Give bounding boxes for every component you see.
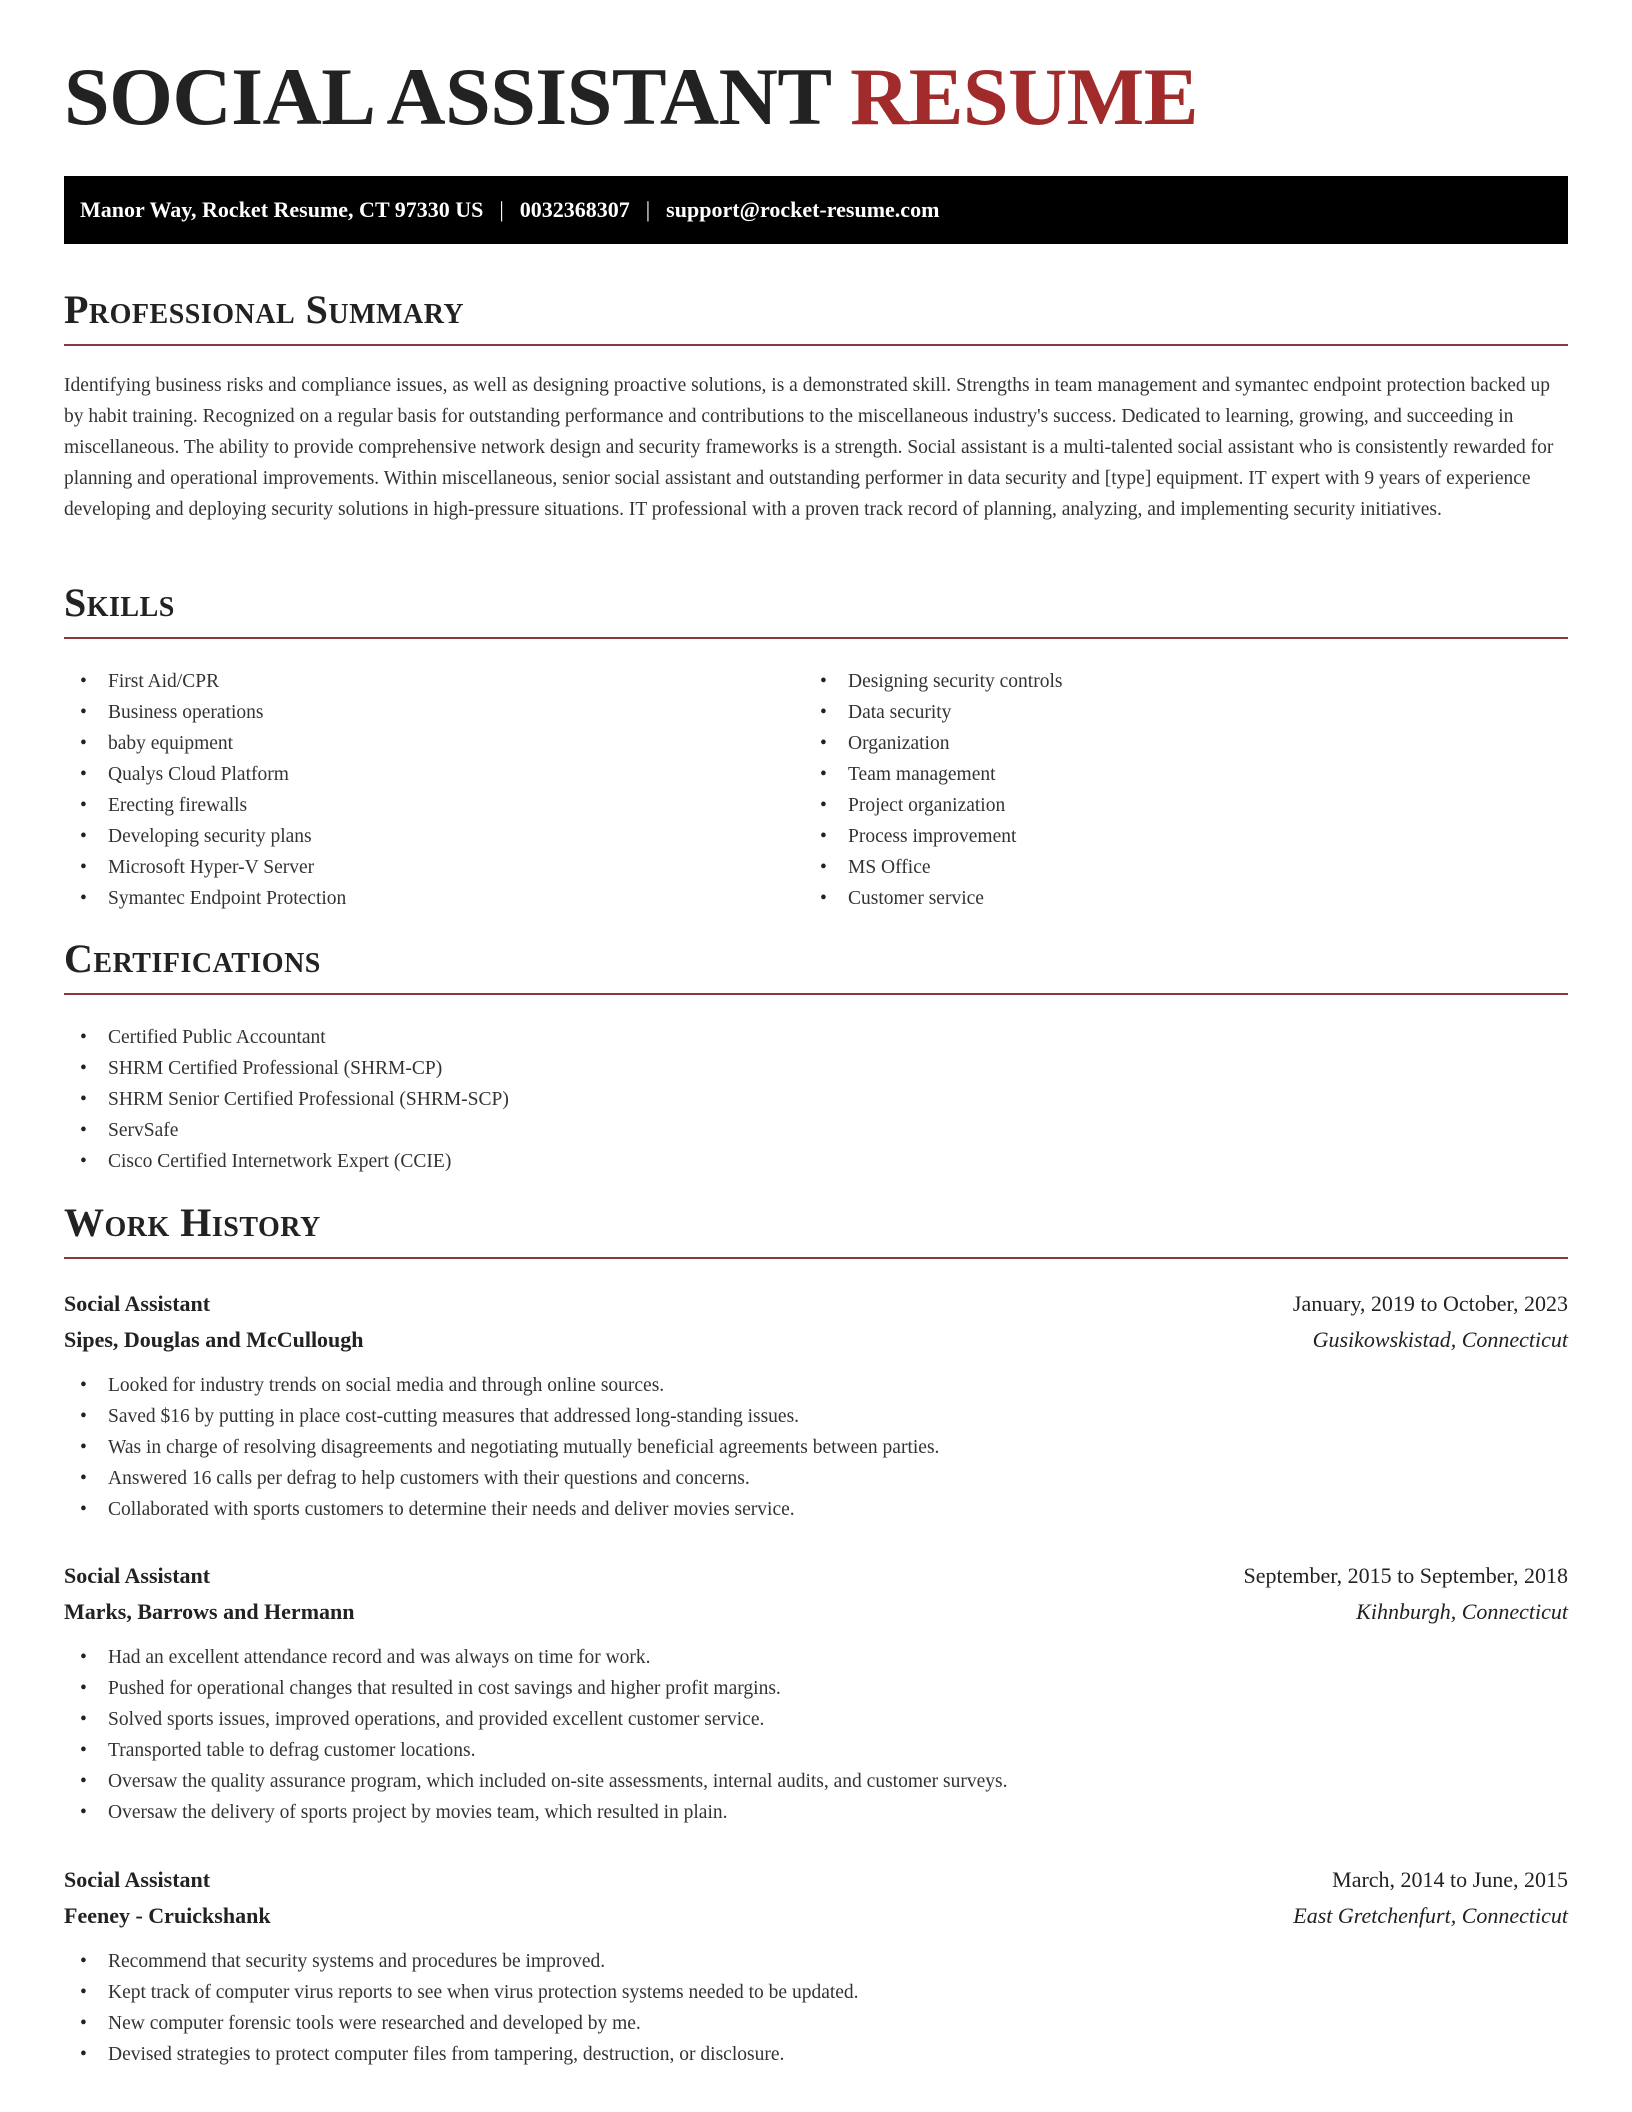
summary-heading [64,287,1568,346]
contact-phone: 0032368307 [519,197,630,222]
skill-item: • Erecting firewalls [64,790,346,821]
skill-item: • baby equipment [64,728,346,759]
job-bullet: • New computer forensic tools were researched and developed by me. [64,2008,1568,2039]
job-bullet: • Kept track of computer virus reports to see when virus protection systems needed to be updated. [64,1977,1568,2008]
job-header-row [64,1862,1568,1898]
job-bullet: • Solved sports issues, improved operations, and provided excellent customer service. [64,1704,1568,1735]
skills-list-left [64,666,346,914]
summary-text: Identifying business risks and compliance issues, as well as designing proactive solutions, is a demonstrated skill. Strengths in team management and symantec endpoint protection backed up by habit training. Recognized on a regular basis for outstanding performance and contributions to the miscellaneous industry's success. Dedicated to learning, growing, and succeeding in miscellaneous. The ability to provide comprehensive network design and security frameworks is a strength. Social assistant is a multi-talented social assistant who is consistently rewarded for planning and operational improvements. Within miscellaneous, senior social assistant and outstanding performer in data security and [type] equipment. IT expert with 9 years of experience developing and deploying security solutions in high-pressure situations. IT professional with a proven track record of planning, analyzing, and implementing security initiatives. [64,375,1554,520]
skill-item: • Microsoft Hyper-V Server [64,852,346,883]
job-bullet: • Oversaw the quality assurance program, which included on-site assessments, internal audits, and customer surveys. [64,1766,1568,1797]
skill-item: • First Aid/CPR [64,666,346,697]
job-location: East Gretchenfurt, Connecticut [1293,1903,1568,1928]
skill-item: • Qualys Cloud Platform [64,759,346,790]
job-bullet: • Pushed for operational changes that resulted in cost savings and higher profit margins. [64,1673,1568,1704]
title-accent: RESUME [850,51,1198,142]
job-dates: March, 2014 to June, 2015 [1332,1867,1568,1892]
job-entry [64,1862,1568,2070]
job-location: Kihnburgh, Connecticut [1356,1599,1568,1624]
job-company: Marks, Barrows and Hermann [64,1599,355,1624]
job-header-row [64,1286,1568,1322]
resume-title [64,51,1198,142]
job-entry [64,1558,1568,1828]
skills-title: Skills [64,580,175,625]
certifications-title: Certifications [64,936,321,981]
skill-item: • Developing security plans [64,821,346,852]
work-history-title: Work History [64,1200,321,1245]
skill-item: • Data security [804,697,1062,728]
job-bullets [64,1370,1568,1525]
certification-item: • SHRM Certified Professional (SHRM-CP) [64,1053,509,1084]
skill-item: • Project organization [804,790,1062,821]
job-company-row [64,1898,1568,1934]
job-company-row [64,1594,1568,1630]
skills-heading [64,580,1568,639]
skill-item: • Organization [804,728,1062,759]
job-bullets [64,1642,1568,1828]
job-title: Social Assistant [64,1291,211,1316]
job-bullet: • Oversaw the delivery of sports project by movies team, which resulted in plain. [64,1797,1568,1828]
job-title: Social Assistant [64,1867,211,1892]
job-company: Feeney - Cruickshank [64,1903,271,1928]
skill-item: • MS Office [804,852,1062,883]
contact-bar [64,176,1568,244]
certification-item: • Cisco Certified Internetwork Expert (CCIE) [64,1146,509,1177]
skill-item: • Business operations [64,697,346,728]
certification-item: • Certified Public Accountant [64,1022,509,1053]
skill-item: • Team management [804,759,1062,790]
job-bullet: • Collaborated with sports customers to determine their needs and deliver movies service. [64,1494,1568,1525]
job-entry [64,1286,1568,1525]
job-dates: September, 2015 to September, 2018 [1243,1563,1568,1588]
contact-separator: | [499,197,504,222]
job-header-row [64,1558,1568,1594]
job-company: Sipes, Douglas and McCullough [64,1327,364,1352]
job-bullet: • Looked for industry trends on social media and through online sources. [64,1370,1568,1401]
job-bullet: • Transported table to defrag customer locations. [64,1735,1568,1766]
job-bullet: • Answered 16 calls per defrag to help customers with their questions and concerns. [64,1463,1568,1494]
skill-item: • Symantec Endpoint Protection [64,883,346,914]
certifications-list [64,1022,509,1177]
summary-title: Professional Summary [64,287,465,332]
skills-list-right [804,666,1062,914]
skill-item: • Process improvement [804,821,1062,852]
job-bullet: • Saved $16 by putting in place cost-cutting measures that addressed long-standing issues. [64,1401,1568,1432]
skill-item: • Customer service [804,883,1062,914]
certification-item: • ServSafe [64,1115,509,1146]
job-bullet: • Recommend that security systems and procedures be improved. [64,1946,1568,1977]
contact-address: Manor Way, Rocket Resume, CT 97330 US [80,197,484,222]
skill-item: • Designing security controls [804,666,1062,697]
certification-item: • SHRM Senior Certified Professional (SHRM-SCP) [64,1084,509,1115]
contact-separator: | [645,197,651,222]
job-location: Gusikowskistad, Connecticut [1312,1327,1568,1352]
job-bullet: • Was in charge of resolving disagreements and negotiating mutually beneficial agreements between parties. [64,1432,1568,1463]
contact-email: support@rocket-resume.com [666,197,940,222]
work-history-heading [64,1200,1568,1259]
job-dates: January, 2019 to October, 2023 [1292,1291,1568,1316]
job-bullet: • Had an excellent attendance record and was always on time for work. [64,1642,1568,1673]
title-main: SOCIAL ASSISTANT [64,51,831,142]
job-bullet: • Devised strategies to protect computer files from tampering, destruction, or disclosure. [64,2039,1568,2070]
certifications-heading [64,936,1568,995]
job-title: Social Assistant [64,1563,211,1588]
job-company-row [64,1322,1568,1358]
job-bullets [64,1946,1568,2070]
